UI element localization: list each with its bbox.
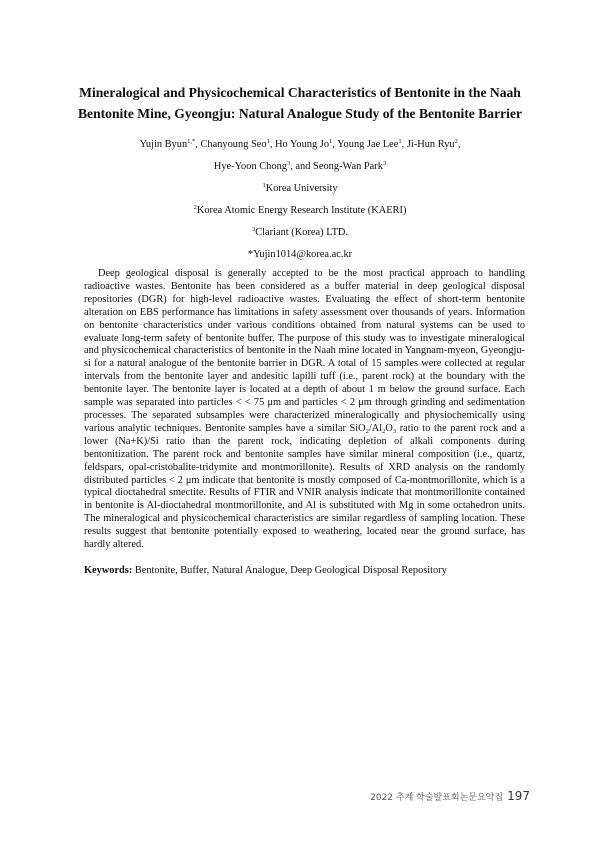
subscript: 3 (392, 427, 397, 435)
keywords-text: Bentonite, Buffer, Natural Analogue, Deep Geological Disposal Repository (134, 565, 447, 576)
author-name: Seong-Wan Park (313, 161, 383, 172)
affiliation-text: Clariant (Korea) LTD. (255, 227, 349, 238)
subscript: 2 (365, 427, 369, 435)
footer-text: 2022 추계 학술발표회논문요약집 (370, 793, 504, 803)
author-affiliation-mark: 3 (382, 160, 387, 167)
affiliation-2 (60, 202, 540, 220)
author-affiliation-mark: 2 (454, 138, 458, 145)
title-line-1: Mineralogical and Physicochemical Characteristics of Bentonite in the Naah (79, 85, 521, 100)
page-number: 197 (507, 789, 530, 803)
abstract-text-1: Deep geological disposal is generally accepted to be the most practical approach to handling radioactive wastes. Bentonite has been considered as a buffer material in deep geological disposal repositories (DGR) for high-level radioactive wastes. Evaluating the effect of short-term bentonite alteration on EBS performance has limitations in safety assessment over thousands of years. Information on bentonite characteristics under various conditions obtained from natural systems can be used to evaluate long-term safety of bentonite buffer. The purpose of this study was to investigate mineralogical and physicochemical characteristics of bentonite in the Naah mine located in Yangnam-myeon, Gyeongju-si for a natural analogue of the bentonite barrier in DGR. A total of 15 samples were collected at regular intervals from the bentonite layer and andesitic lapilli tuff (i.e., parent rock) at the boundary with the bentonite layer. The bentonite layer is located at a depth of about 1 m below the ground surface. Each sample was separated into particles < < 75 μm and particles < 2 μm through grinding and sedimentation processes. The separated subsamples were characterized mineralogically and physiochemically using various analytic techniques. Bentonite samples have a similar SiO (84, 268, 525, 434)
affiliation-text: Korea University (265, 183, 338, 194)
paper-title (60, 82, 540, 124)
corresponding-email: *Yujin1014@korea.ac.kr (247, 249, 353, 260)
author-name: Chanyoung Seo (200, 139, 267, 150)
keywords-label: Keywords: (84, 565, 133, 576)
author-list (60, 136, 540, 176)
affiliation-mark: 2 (193, 204, 197, 211)
keywords (84, 564, 525, 577)
title-line-2: Bentonite Mine, Gyeongju: Natural Analogue Study of the Bentonite Barrier (77, 106, 523, 121)
affiliation-1 (60, 180, 540, 198)
author-affiliation-mark: 1 (266, 138, 270, 145)
subscript: 2 (382, 427, 386, 435)
author-affiliation-mark: 1 (398, 138, 402, 145)
abstract-text-4: ratio to the parent rock and a lower (Na+K)/Si ratio than the parent rock, indicating depletion of alkali components during bentonitization. The parent rock and bentonite samples have similar mineral composition (i.e., quartz, feldspars, opal-cristobalite-tridymite and montmorillonite). Results of XRD analysis on the randomly distributed particles < 2 μm indicate that bentonite is mostly composed of Ca-montmorillonite, which is a typical dioctahedral smectite. Results of FTIR and VNIR analysis indicate that montmorillonite contained in bentonite is Al-dioctahedral montmorillonite, and Al is substituted with Mg in some octahedron units. The mineralogical and physicochemical characteristics are similar regardless of sampling location. These results suggest that bentonite potentially exposed to weathering, located near the ground surface, has hardly altered. (84, 422, 525, 551)
author-conjunction: and (295, 161, 311, 172)
author-name: Yujin Byun (139, 139, 188, 150)
abstract-text-2: /Al (368, 422, 383, 434)
abstract-paragraph (84, 268, 525, 552)
author-name: Young Jae Lee (337, 139, 399, 150)
author-name: Hye-Yoon Chong (213, 161, 287, 172)
affiliation-mark: 3 (251, 226, 256, 233)
author-line-2: Hye-Yoon Chong$^3$, and Seong-Wan Park$^3$ (213, 160, 387, 172)
author-affiliation-mark: 1 (329, 138, 333, 145)
author-line-1: Yujin Byun$^{1,*}$, Chanyoung Seo$^1$, Ho Young Jo$^1$, Young Jae Lee$^1$, Ji-Hun Ryu$^2$, (139, 138, 461, 150)
author-name: Ho Young Jo (275, 139, 330, 150)
affiliation-list (60, 180, 540, 264)
author-affiliation-mark: 3 (286, 160, 291, 167)
affiliation-3 (60, 224, 540, 242)
author-affiliation-mark: 1,* (187, 138, 196, 145)
page-footer (370, 789, 530, 803)
abstract-text-3: O (385, 422, 393, 434)
author-name: Ji-Hun Ryu (406, 139, 455, 150)
affiliation-text: Korea Atomic Energy Research Institute (KAERI) (196, 205, 407, 216)
affiliation-mark: 1 (262, 182, 266, 189)
